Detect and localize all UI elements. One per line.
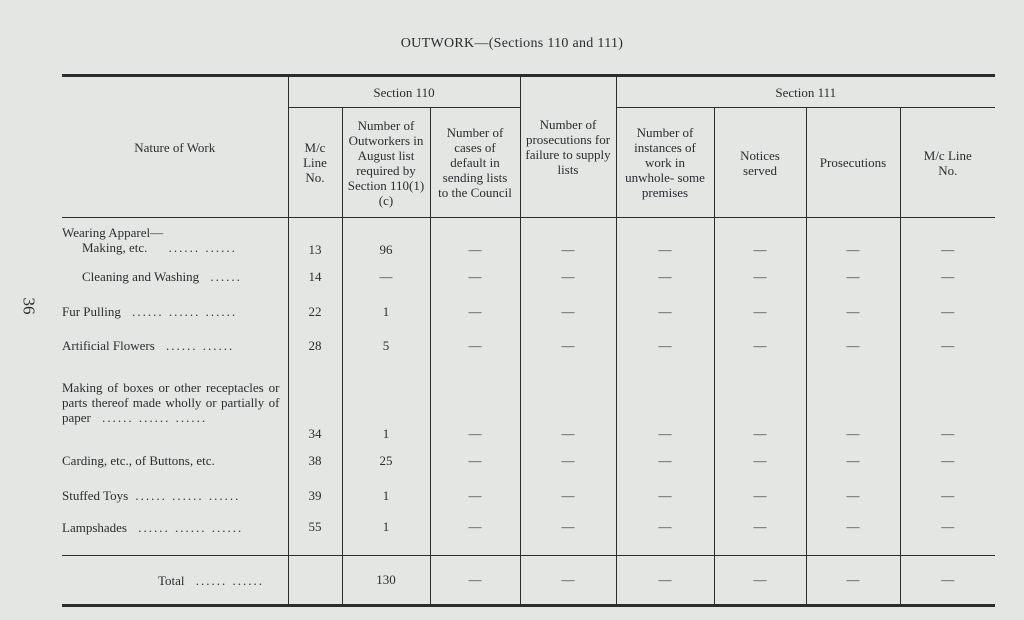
outworkers-value: 1 bbox=[342, 296, 430, 328]
prosecutions-value: — bbox=[806, 296, 900, 328]
prosecutions-value: — bbox=[806, 258, 900, 296]
total-mc-line-2-value: — bbox=[900, 556, 995, 606]
mc-line-value: 28 bbox=[288, 328, 342, 364]
prosecutions-failure-value: — bbox=[520, 442, 616, 480]
instances-value: — bbox=[616, 258, 714, 296]
prosecutions-value: — bbox=[806, 442, 900, 480]
total-mc-line bbox=[288, 556, 342, 606]
default-value: — bbox=[430, 480, 520, 512]
row-nature: Carding, etc., of Buttons, etc. bbox=[62, 453, 215, 468]
row-nature: Artificial Flowers bbox=[62, 338, 155, 353]
header-default-cases: Number of cases of default in sending lists to the Council bbox=[430, 108, 520, 218]
notices-value: — bbox=[714, 328, 806, 364]
default-value: — bbox=[430, 296, 520, 328]
mc-line-value: 14 bbox=[288, 258, 342, 296]
leader-dots: ...... ...... ...... bbox=[132, 304, 238, 319]
prosecutions-failure-value: — bbox=[520, 364, 616, 442]
leader-dots: ...... bbox=[210, 269, 242, 284]
row-nature: Making of boxes or other receptacles or parts thereof made wholly or partially of paper bbox=[62, 380, 280, 425]
instances-value: — bbox=[616, 218, 714, 258]
header-section-110: Section 110 bbox=[288, 76, 520, 108]
prosecutions-value: — bbox=[806, 328, 900, 364]
header-prosecutions: Prosecutions bbox=[806, 108, 900, 218]
header-section-111: Section 111 bbox=[616, 76, 995, 108]
header-instances-unwholesome: Number of instances of work in unwhole- some premises bbox=[616, 108, 714, 218]
notices-value: — bbox=[714, 512, 806, 556]
mc-line-2-value: — bbox=[900, 218, 995, 258]
total-prosecutions-failure-value: — bbox=[520, 556, 616, 606]
table-row bbox=[62, 364, 995, 442]
header-number-of-outworkers: Number of Outworkers in August list required by Section 110(1)(c) bbox=[342, 108, 430, 218]
mc-line-value: 55 bbox=[288, 512, 342, 556]
outworkers-value: 5 bbox=[342, 328, 430, 364]
row-nature: Cleaning and Washing bbox=[82, 269, 200, 284]
prosecutions-value: — bbox=[806, 218, 900, 258]
leader-dots: ...... ...... bbox=[166, 338, 235, 353]
default-value: — bbox=[430, 218, 520, 258]
mc-line-2-value: — bbox=[900, 480, 995, 512]
notices-value: — bbox=[714, 480, 806, 512]
prosecutions-failure-value: — bbox=[520, 480, 616, 512]
default-value: — bbox=[430, 512, 520, 556]
table-row bbox=[62, 442, 995, 480]
header-prosecutions-failure: Number of prosecutions for failure to supply lists bbox=[520, 76, 616, 218]
outworkers-value: 96 bbox=[342, 218, 430, 258]
prosecutions-failure-value: — bbox=[520, 512, 616, 556]
mc-line-value: 38 bbox=[288, 442, 342, 480]
default-value: — bbox=[430, 328, 520, 364]
total-notices-value: — bbox=[714, 556, 806, 606]
mc-line-value: 13 bbox=[288, 218, 342, 258]
prosecutions-value: — bbox=[806, 364, 900, 442]
notices-value: — bbox=[714, 258, 806, 296]
mc-line-value: 39 bbox=[288, 480, 342, 512]
header-nature-of-work: Nature of Work bbox=[62, 76, 288, 218]
notices-value: — bbox=[714, 296, 806, 328]
row-nature: Stuffed Toys bbox=[62, 488, 129, 503]
page-number: 36 bbox=[19, 297, 39, 315]
row-heading: Wearing Apparel— bbox=[62, 224, 164, 240]
leader-dots: ...... ...... bbox=[168, 239, 237, 255]
outworkers-value: 1 bbox=[342, 364, 430, 442]
default-value: — bbox=[430, 258, 520, 296]
instances-value: — bbox=[616, 442, 714, 480]
prosecutions-failure-value: — bbox=[520, 328, 616, 364]
mc-line-value: 22 bbox=[288, 296, 342, 328]
instances-value: — bbox=[616, 296, 714, 328]
leader-dots: ...... ...... ...... bbox=[135, 488, 241, 503]
notices-value: — bbox=[714, 442, 806, 480]
instances-value: — bbox=[616, 328, 714, 364]
table-row bbox=[62, 512, 995, 556]
prosecutions-failure-value: — bbox=[520, 258, 616, 296]
outwork-table bbox=[62, 74, 995, 607]
table-row bbox=[62, 258, 995, 296]
row-nature: Making, etc. bbox=[82, 239, 148, 255]
total-instances-value: — bbox=[616, 556, 714, 606]
mc-line-2-value: — bbox=[900, 258, 995, 296]
instances-value: — bbox=[616, 512, 714, 556]
total-default-value: — bbox=[430, 556, 520, 606]
mc-line-2-value: — bbox=[900, 512, 995, 556]
default-value: — bbox=[430, 442, 520, 480]
table-row bbox=[62, 296, 995, 328]
total-label: Total bbox=[158, 572, 185, 588]
row-nature: Fur Pulling bbox=[62, 304, 121, 319]
notices-value: — bbox=[714, 364, 806, 442]
table-row bbox=[62, 328, 995, 364]
table-row bbox=[62, 218, 995, 258]
mc-line-2-value: — bbox=[900, 328, 995, 364]
header-mc-line-no: M/c Line No. bbox=[288, 108, 342, 218]
leader-dots: ...... ...... bbox=[195, 572, 265, 588]
mc-line-2-value: — bbox=[900, 442, 995, 480]
page-title: OUTWORK—(Sections 110 and 111) bbox=[400, 36, 624, 51]
instances-value: — bbox=[616, 364, 714, 442]
total-prosecutions-value: — bbox=[806, 556, 900, 606]
prosecutions-value: — bbox=[806, 512, 900, 556]
total-outworkers-value: 130 bbox=[342, 556, 430, 606]
header-mc-line-no-2: M/c Line No. bbox=[900, 108, 995, 218]
mc-line-2-value: — bbox=[900, 364, 995, 442]
instances-value: — bbox=[616, 480, 714, 512]
row-nature: Lampshades bbox=[62, 519, 127, 535]
outworkers-value: 1 bbox=[342, 480, 430, 512]
notices-value: — bbox=[714, 218, 806, 258]
prosecutions-value: — bbox=[806, 480, 900, 512]
prosecutions-failure-value: — bbox=[520, 296, 616, 328]
outworkers-value: 1 bbox=[342, 512, 430, 556]
table-row bbox=[62, 480, 995, 512]
default-value: — bbox=[430, 364, 520, 442]
leader-dots: ...... ...... ...... bbox=[138, 519, 244, 535]
total-row bbox=[62, 556, 995, 606]
mc-line-value: 34 bbox=[288, 364, 342, 442]
outworkers-value: — bbox=[342, 258, 430, 296]
leader-dots: ...... ...... ...... bbox=[102, 410, 208, 425]
mc-line-2-value: — bbox=[900, 296, 995, 328]
prosecutions-failure-value: — bbox=[520, 218, 616, 258]
header-notices-served: Notices served bbox=[714, 108, 806, 218]
outworkers-value: 25 bbox=[342, 442, 430, 480]
